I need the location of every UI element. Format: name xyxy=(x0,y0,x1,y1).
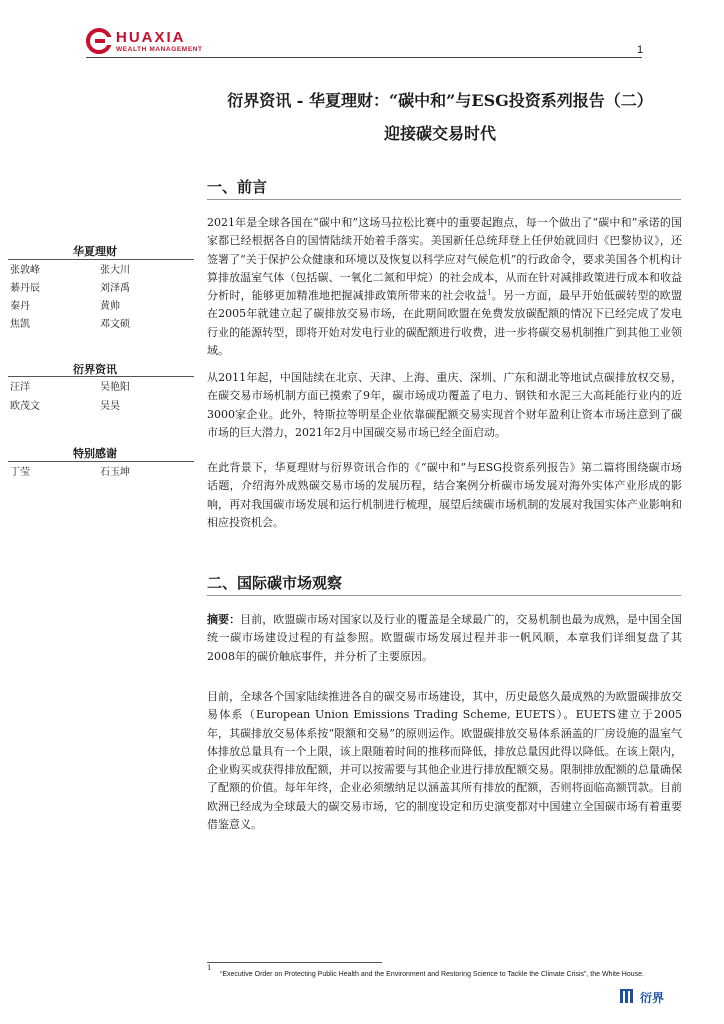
section-1-paragraph-3: 在此背景下，华夏理财与衍界资讯合作的《“碳中和”与ESG投资系列报告》第二篇将围绕碳市场话题，介绍海外成熟碳交易市场的发展历程，结合案例分析碳市场发展对海外实体产业形成的影响，再对我国碳市场发展和运行机制进行梳理，展望后续碳市场机制的发展对我国实体产业影响和相应投资机会。 xyxy=(207,461,682,529)
section-2-abstract xyxy=(207,611,682,666)
sidebar-author: 汪洋 xyxy=(10,382,30,393)
footnote-ref[interactable]: 1 xyxy=(487,288,492,297)
section-1-divider xyxy=(207,199,681,200)
abstract-text: 目前，欧盟碳市场对国家以及行业的覆盖是全球最广的，交易机制也最为成熟，是中国全国统一碳市场建设过程的有益参照。欧盟碳市场发展过程并非一帆风顺，本章我们详细复盘了其2008年的碳价触底事件，并分析了主要原因。 xyxy=(207,613,683,663)
footnote-text: “Executive Order on Protecting Public Health and the Environment and Restoring Science to Tackle the Climate Crisis”, the White House. xyxy=(220,971,644,978)
report-title: 衍界资讯 - 华夏理财：“碳中和”与ESG投资系列报告（二） xyxy=(227,91,653,110)
sidebar-heading-thanks: 特别感谢 xyxy=(73,447,117,460)
sidebar-heading-huaxia: 华夏理财 xyxy=(73,245,117,258)
corner-logo-text: 衍界 xyxy=(640,991,665,1005)
sidebar-author: 吴昊 xyxy=(100,401,120,412)
header-divider xyxy=(86,57,642,58)
brand-logo xyxy=(116,30,203,54)
sidebar-author: 丁莹 xyxy=(10,467,30,478)
sidebar-author: 綦丹辰 xyxy=(10,283,40,294)
footnote-number: 1 xyxy=(207,964,212,972)
sidebar-author: 刘泽禹 xyxy=(100,283,130,294)
paragraph-text-tail: 。另一方面，最早开始低碳转型的欧盟在2005年就建立起了碳排放交易市场，在此期间欧盟在免费发放碳配额的情况下已经完成了发电行业的能源转型，即将开始对发电行业的碳配额进行收费，进一步将碳交易机制推广到其他工业领域。 xyxy=(207,289,682,358)
huaxia-logo-icon xyxy=(86,28,112,54)
section-1-paragraph-2: 从2011年起，中国陆续在北京、天津、上海、重庆、深圳、广东和湖北等地试点碳排放权交易，在碳交易市场机制方面已摸索了9年，碳市场成功覆盖了电力、钢铁和水泥三大高耗能行业内的近3000家企业。此外，特斯拉等明星企业依靠碳配额交易实现首个财年盈利让资本市场注意到了碳市场的巨大潜力，2021年2月中国碳交易市场已经全面启动。 xyxy=(207,371,682,439)
section-2-paragraph-1: 目前，全球各个国家陆续推进各自的碳交易市场建设，其中，历史最悠久最成熟的为欧盟碳排放交易体系（European Union Emissions Trading Scheme, EUETS）。EUETS建立于2005年，其碳排放交易体系按“限额和交易”的原则运作。欧盟碳排放交易体系涵盖的厂房设施的温室气体排放总量具有一个上限，该上限随着时间的推移而降低，排放总量因此得以降低。在该上限内，企业购买或获得排放配额，并可以按需要与其他企业进行排放配额交易。限制排放配额的总量确保了配额的价值。每年年终，企业必须缴纳足以涵盖其所有排放的配额，否则将面临高额罚款。目前欧洲已经成为全球最大的碳交易市场，它的制度设定和历史演变都对中国建立全国碳市场有着重要借鉴意义。 xyxy=(207,690,682,832)
section-1-title: 一、前言 xyxy=(207,178,268,196)
page-number: 1 xyxy=(637,44,644,56)
sidebar-divider xyxy=(8,259,194,260)
report-subtitle: 迎接碳交易时代 xyxy=(383,124,496,143)
sidebar-divider xyxy=(8,376,194,377)
sidebar-author: 欧茂文 xyxy=(10,401,40,412)
abstract-label: 摘要： xyxy=(207,613,241,626)
sidebar-author: 张大川 xyxy=(100,265,130,276)
sidebar-author: 邓文硕 xyxy=(100,319,130,330)
sidebar-author: 焦凯 xyxy=(10,319,30,330)
section-2-title: 二、国际碳市场观察 xyxy=(207,574,343,592)
sidebar-author: 石玉坤 xyxy=(100,467,130,478)
sidebar-heading-yanjie: 衍界资讯 xyxy=(73,363,117,376)
sidebar-author: 吴艳阳 xyxy=(100,382,130,393)
section-2-divider xyxy=(207,595,681,596)
paragraph-text: 2021年是全球各国在“碳中和”这场马拉松比赛中的重要起跑点，每一个做出了“碳中和”承诺的国家都已经根据各自的国情陆续开始着手落实。美国新任总统拜登上任伊始就回归《巴黎协议》，还签署了“关于保护公众健康和环境以及恢复以科学应对气候危机”的行政命令，要求美国各个机构计算排放温室气体（包括碳、一氧化二氮和甲烷）的社会成本，从而在针对减排政策进行成本和收益分析时，能够更加精准地把握减排政策所带来的社会收益 xyxy=(207,216,682,303)
sidebar-author: 秦丹 xyxy=(10,301,30,312)
footnote-divider xyxy=(207,962,382,963)
brand-name: HUAXIA xyxy=(116,29,186,46)
brand-subtitle: WEALTH MANAGEMENT xyxy=(116,46,203,53)
sidebar-divider xyxy=(8,461,194,462)
sidebar-author: 黄帅 xyxy=(100,301,120,312)
sidebar-author: 张敦峰 xyxy=(10,265,40,276)
section-1-paragraph-1 xyxy=(207,214,682,360)
